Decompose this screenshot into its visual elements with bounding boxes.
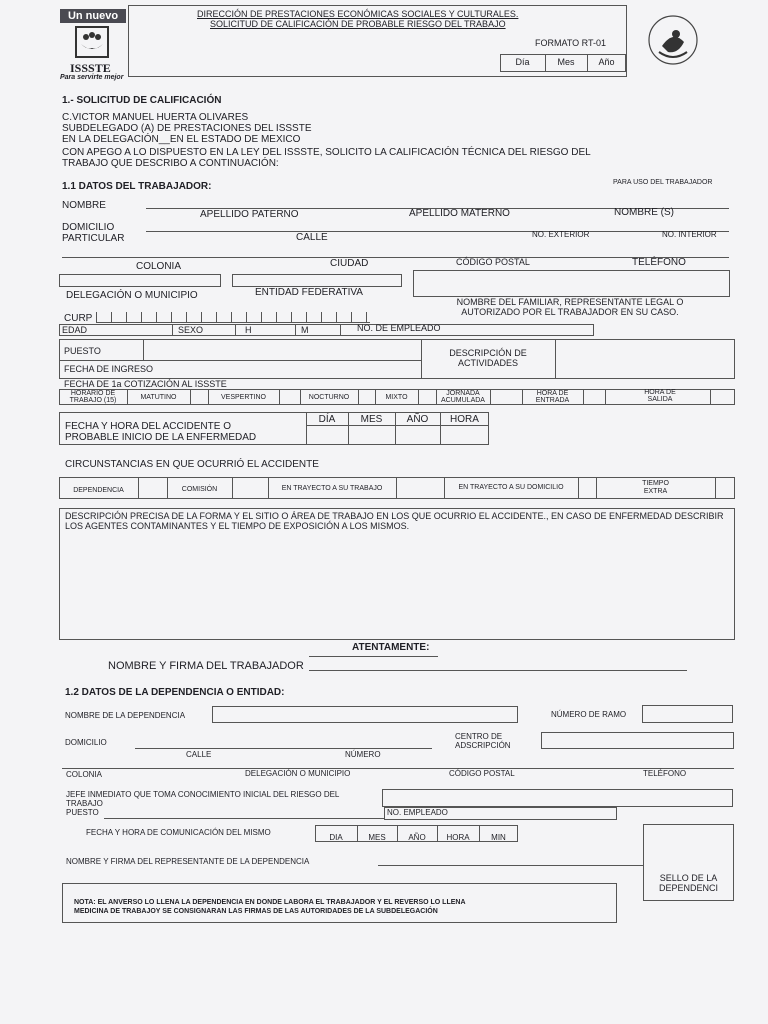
com-dia-label: DIA	[329, 833, 343, 842]
apellido-paterno-label: APELLIDO PATERNO	[200, 209, 299, 220]
fecha-cotizacion-label: FECHA DE 1a COTIZACIÓN AL ISSSTE	[64, 379, 227, 389]
firma-trabajador-line[interactable]	[309, 670, 687, 671]
jefe-label-2: TRABAJO	[66, 799, 103, 808]
entidad-input[interactable]	[232, 274, 402, 287]
puesto-label: PUESTO	[64, 346, 101, 356]
nota-line2: MEDICINA DE TRABAJOY SE CONSIGNARAN LAS FIRMAS DE LAS AUTORIDADES DE LA SUBDELEGACIÓN	[74, 908, 438, 915]
horario-label-2: TRABAJO (15)	[69, 397, 117, 404]
entidad-label: ENTIDAD FEDERATIVA	[255, 287, 363, 298]
familiar-input[interactable]	[413, 270, 730, 297]
jefe-input[interactable]	[382, 789, 733, 807]
calle-label: CALLE	[296, 232, 328, 243]
delegacion-input[interactable]	[59, 274, 221, 287]
dep-delegacion-label: DELEGACIÓN O MUNICIPIO	[245, 769, 351, 778]
nombre-dependencia-label: NOMBRE DE LA DEPENDENCIA	[65, 711, 186, 720]
edad-row	[59, 324, 594, 336]
header-line2: SOLICITUD DE CALIFICACIÓN DE PROBABLE RIESGO DEL TRABAJO	[210, 19, 506, 29]
header-date-dia: Día	[515, 57, 530, 67]
mixto-label[interactable]: MIXTO	[385, 394, 408, 401]
centro-adscripcion-label-2: ADSCRIPCIÓN	[455, 741, 511, 750]
dep-domicilio-field[interactable]	[135, 748, 432, 749]
domicilio-label: DOMICILIO	[62, 222, 115, 233]
apellido-materno-label: APELLIDO MATERNO	[409, 208, 510, 219]
familiar-label-1: NOMBRE DEL FAMILIAR, REPRESENTANTE LEGAL O	[456, 297, 684, 307]
address-line3: EN LA DELEGACIÓN__EN EL ESTADO DE MEXICO	[62, 134, 301, 145]
accidente-mes-label: MES	[360, 414, 383, 425]
com-min-label: MIN	[491, 833, 506, 842]
sexo-label: SEXO	[178, 325, 204, 335]
sexo-h-option[interactable]: H	[245, 325, 252, 335]
vespertino-label[interactable]: VESPERTINO	[221, 394, 266, 401]
accidente-dia-label: DÍA	[318, 414, 336, 425]
codigo-postal-label: CÓDIGO POSTAL	[456, 257, 530, 267]
dep-puesto-label: PUESTO	[66, 808, 99, 817]
numero-ramo-label: NÚMERO DE RAMO	[551, 710, 627, 719]
firma-trabajador-label: NOMBRE Y FIRMA DEL TRABAJADOR	[108, 660, 304, 672]
address-line1: C.VICTOR MANUEL HUERTA OLIVARES	[62, 112, 249, 123]
sello-label-2: DEPENDENCI	[658, 883, 718, 893]
header	[0, 0, 768, 95]
issste-logo-icon	[75, 26, 109, 58]
header-date-ano: Año	[598, 57, 615, 67]
fecha-comunicacion-label: FECHA Y HORA DE COMUNICACIÓN DEL MISMO	[86, 828, 271, 837]
hora-salida-label-1: HORA DE	[644, 389, 676, 396]
nota-line1: NOTA: EL ANVERSO LO LLENA LA DEPENDENCIA EN DONDE LABORA EL TRABAJADOR Y EL REVERSO LO LLENA	[74, 899, 466, 906]
dep-domicilio-label: DOMICILIO	[65, 738, 107, 747]
dep-colonia-field[interactable]	[62, 768, 734, 769]
firma-representante-line[interactable]	[378, 865, 643, 866]
descripcion-label: DESCRIPCIÓN PRECISA DE LA FORMA Y EL SITIO O ÁREA DE TRABAJO EN LOS QUE OCURRIO EL ACCIDENTE., EN CASO DE ENFERMEDAD DESCRIBIR LOS AGENTES CONTAMINANTES Y EL TIEMPO DE EXPOSICIÓN A LOS MISMOS.	[65, 511, 724, 532]
descripcion-actividades-label-2: ACTIVIDADES	[457, 358, 518, 368]
domicilio-field[interactable]	[146, 231, 729, 232]
curp-boxes[interactable]	[96, 312, 370, 323]
intro-line2: TRABAJO QUE DESCRIBO A CONTINUACIÓN:	[62, 158, 279, 169]
no-empleado-label: NO. DE EMPLEADO	[357, 323, 441, 333]
tiempo-extra-label-1[interactable]: TIEMPO	[642, 480, 669, 487]
firma-representante-label: NOMBRE Y FIRMA DEL REPRESENTANTE DE LA DEPENDENCIA	[66, 857, 310, 866]
matutino-label[interactable]: MATUTINO	[140, 394, 177, 401]
dep-colonia-label: COLONIA	[66, 770, 103, 779]
trayecto-trabajo-option[interactable]: EN TRAYECTO A SU TRABAJO	[281, 485, 383, 492]
dep-calle-label: CALLE	[186, 750, 212, 759]
colonia-label: COLONIA	[136, 261, 182, 272]
intro-line1: CON APEGO A LO DISPUESTO EN LA LEY DEL ISSSTE, SOLICITO LA CALIFICACIÓN TÉCNICA DEL RIESGO DEL	[62, 147, 591, 158]
jornada-label-2: ACUMULADA	[441, 397, 485, 404]
dependencia-option[interactable]: DEPENDENCIA	[73, 487, 124, 494]
hora-entrada-label-1: HORA DE	[536, 390, 569, 397]
hora-entrada-label-2: ENTRADA	[535, 397, 570, 404]
edad-label: EDAD	[62, 325, 88, 335]
descripcion-actividades-label-1: DESCRIPCIÓN DE	[449, 348, 527, 358]
issste-slogan: Para servirte mejor	[60, 74, 124, 81]
format-code: FORMATO RT-01	[535, 38, 607, 48]
ciudad-label: CIUDAD	[330, 258, 369, 269]
nombres-label: NOMBRE (S)	[614, 207, 674, 218]
no-exterior-label: NO. EXTERIOR	[532, 230, 590, 239]
hora-salida-label-2: SALIDA	[647, 396, 673, 403]
dep-puesto-field[interactable]	[104, 818, 384, 819]
numero-ramo-input[interactable]	[642, 705, 733, 723]
issste-wordmark: ISSSTE	[70, 61, 111, 75]
worker-title: 1.1 DATOS DEL TRABAJADOR:	[62, 181, 212, 192]
header-line1: DIRECCIÓN DE PRESTACIONES ECONÓMICAS SOCIALES Y CULTURALES.	[197, 9, 519, 19]
mexico-seal-icon	[644, 12, 702, 68]
fecha-accidente-label-1: FECHA Y HORA DEL ACCIDENTE O	[65, 421, 231, 432]
com-mes-label: MES	[368, 833, 386, 842]
jefe-label-1: JEFE INMEDIATO QUE TOMA CONOCIMIENTO INICIAL DEL RIESGO DEL	[66, 790, 340, 799]
section1-title: 1.- SOLICITUD DE CALIFICACIÓN	[62, 95, 222, 106]
com-ano-label: AÑO	[408, 833, 426, 842]
tiempo-extra-label-2[interactable]: EXTRA	[643, 488, 668, 495]
fecha-ingreso-label: FECHA DE INGRESO	[64, 364, 154, 374]
telefono-label: TELÉFONO	[632, 257, 686, 268]
colonia-field[interactable]	[62, 257, 729, 258]
accidente-hora-label: HORA	[450, 414, 479, 425]
centro-adscripcion-label-1: CENTRO DE	[455, 732, 503, 741]
circunstancias-label: CIRCUNSTANCIAS EN QUE OCURRIÓ EL ACCIDENTE	[65, 459, 319, 470]
jornada-label-1: JORNADA	[446, 390, 480, 397]
dep-codigo-postal-label: CÓDIGO POSTAL	[449, 769, 515, 778]
atentamente-label: ATENTAMENTE:	[352, 642, 430, 653]
comision-option[interactable]: COMISIÓN	[181, 486, 218, 493]
dep-numero-label: NÚMERO	[345, 750, 381, 759]
com-hora-label: HORA	[446, 833, 470, 842]
nocturno-label[interactable]: NOCTURNO	[308, 394, 350, 401]
delegacion-label: DELEGACIÓN O MUNICIPIO	[66, 290, 198, 301]
accidente-ano-label: AÑO	[406, 414, 429, 425]
dependency-title: 1.2 DATOS DE LA DEPENDENCIA O ENTIDAD:	[65, 687, 285, 698]
centro-adscripcion-input[interactable]	[541, 732, 734, 749]
sexo-m-option[interactable]: M	[301, 325, 309, 335]
particular-label: PARTICULAR	[62, 233, 125, 244]
fecha-accidente-label-2: PROBABLE INICIO DE LA ENFERMEDAD	[65, 432, 257, 443]
horario-label-1: HORARIO DE	[70, 390, 116, 397]
puesto-block	[59, 339, 735, 379]
curp-label: CURP	[64, 313, 93, 324]
dep-telefono-label: TELÉFONO	[643, 769, 687, 778]
familiar-label-2: AUTORIZADO POR EL TRABAJADOR EN SU CASO.	[461, 307, 679, 317]
header-date-mes: Mes	[557, 57, 575, 67]
nombre-label: NOMBRE	[62, 200, 106, 211]
dep-no-empleado-label: NO. EMPLEADO	[387, 808, 448, 817]
trayecto-domicilio-option[interactable]: EN TRAYECTO A SU DOMICILIO	[458, 484, 564, 491]
sello-label-1: SELLO DE LA	[659, 873, 718, 883]
nombre-dependencia-input[interactable]	[212, 706, 518, 723]
header-badge: Un nuevo	[60, 9, 126, 23]
address-line2: SUBDELEGADO (A) DE PRESTACIONES DEL ISSSTE	[62, 123, 312, 134]
worker-use-note: PARA USO DEL TRABAJADOR	[613, 179, 713, 186]
no-interior-label: NO. INTERIOR	[662, 230, 717, 239]
